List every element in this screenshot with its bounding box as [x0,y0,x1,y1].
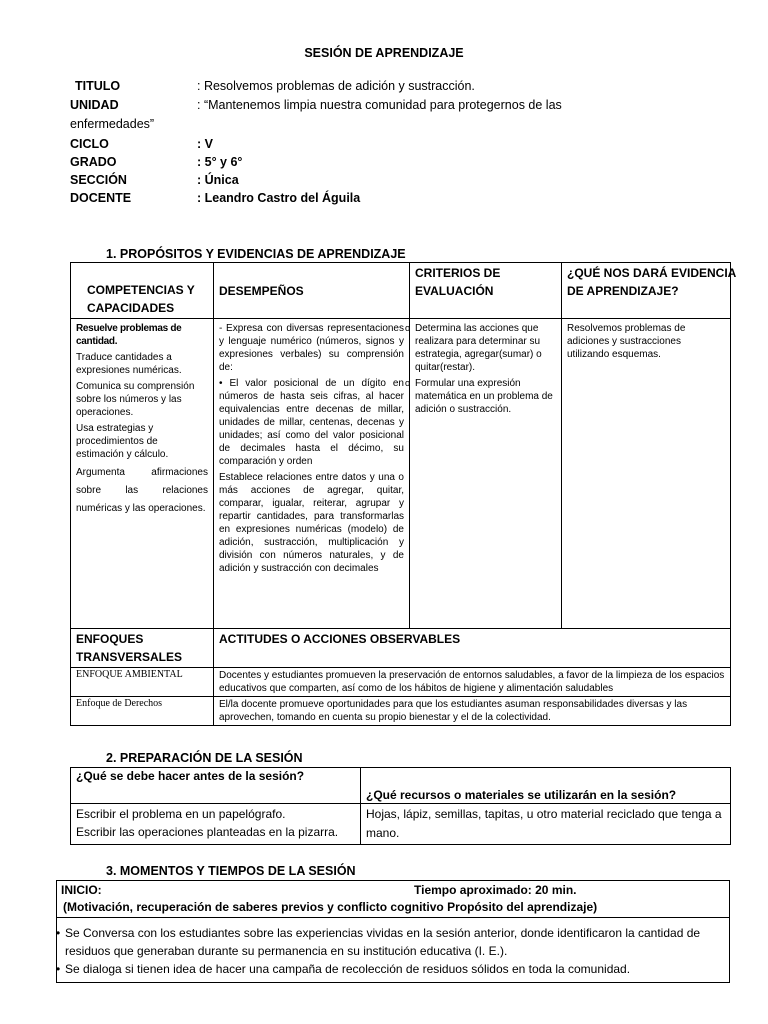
prep-header-before: ¿Qué se debe hacer antes de la sesión? [71,768,361,804]
enfoque-text: El/la docente promueve oportunidades para que los estudiantes asuman responsabilidades diversas y las aprovechen, tomando en cuenta su propio bienestar y el de la colectividad. [214,697,731,726]
inicio-row [61,882,725,899]
info-unidad [70,98,562,112]
info-ciclo [70,137,213,151]
enfoque-text: Docentes y estudiantes promueven la preservación de entornos saludables, a favor de la limpieza de los espacios educativos que comparten, así como de los hábitos de higiene y alimentación saludables [214,668,731,697]
prep-before-item: Escribir las operaciones planteadas en la pizarra. [76,825,339,839]
inicio-bullet [56,924,727,960]
enfoques-header: ENFOQUES TRANSVERSALES [71,629,214,668]
inicio-bullet-text: Se dialoga si tienen idea de hacer una campaña de recolección de residuos sólidos en toda la comunidad. [65,962,631,976]
info-label: CICLO [70,137,109,151]
moments-table [56,880,730,983]
info-label: GRADO [70,155,117,169]
header-evidencia-text: ¿QUÉ NOS DARÁ EVIDENCIA DE APRENDIZAJE? [567,266,736,298]
info-label: UNIDAD [70,98,119,112]
tiempo-label: Tiempo aproximado: 20 min. [414,883,577,897]
inicio-label: INICIO: [61,883,102,897]
header-evidencia [562,263,736,319]
section3-heading: 3. MOMENTOS Y TIEMPOS DE LA SESIÓN [106,864,356,878]
desempeno-item: - Expresa con diversas representaciones y lenguaje numérico (números, signos y expresiones verbales) su comprensión de: [219,323,404,373]
criterios-cell [410,319,562,629]
purposes-table [70,262,736,726]
inicio-header [57,881,730,918]
document-title: SESIÓN DE APRENDIZAJE [304,46,464,60]
competencias-cell [71,319,214,629]
info-value: : 5° y 6° [197,155,243,169]
capacidad-item: Traduce cantidades a expresiones numéricas. [76,352,182,376]
inicio-content [57,918,730,983]
info-label: TITULO [75,79,121,93]
inicio-bullet-text: Se Conversa con los estudiantes sobre las experiencias vividas en la sesión anterior, donde identificaron la cantidad de residuos que generaban durante su permanencia en su institución educativa (I. E.). [65,926,701,958]
prep-before-cell [71,804,361,845]
capacidad-item: Comunica su comprensión sobre los números y las operaciones. [76,381,195,418]
desempeno-item: Establece relaciones entre datos y una o más acciones de agregar, quitar, comparar, igualar, reiterar, agrupar y repartir cantidades, para transformarlas en expresiones numéricas (modelo) de adición, sustracción, multiplicación y división con números naturales, y de adición y sustracción con decimales [219,472,404,574]
desempenos-cell [214,319,410,629]
actitudes-header: ACTITUDES O ACCIONES OBSERVABLES [214,629,731,668]
header-competencias: COMPETENCIAS Y CAPACIDADES [71,263,214,319]
info-value: : Resolvemos problemas de adición y sustracción. [197,79,475,93]
desempeno-item: • El valor posicional de un dígito en números de hasta seis cifras, al hacer equivalencias entre decenas de millar, unidades de millar, centenas, decenas y unidades; así como del valor posicional de decimales hasta el décimo, su comparación y orden [219,378,404,467]
info-value: : V [197,137,213,151]
inicio-bullet [56,960,727,978]
evidencia-cell: Resolvemos problemas de adiciones y sustracciones utilizando esquemas. [562,319,731,629]
capacidad-item: Argumenta afirmaciones sobre las relaciones numéricas y las operaciones. [76,467,208,514]
enfoque-name: Enfoque de Derechos [71,697,214,726]
prep-header-resources: ¿Qué recursos o materiales se utilizarán en la sesión? [361,768,731,804]
header-criterios: CRITERIOS DE EVALUACIÓN [410,263,562,319]
prep-before-item: Escribir el problema en un papelógrafo. [76,807,286,821]
criterio-item: o Determina las acciones que realizara para determinar su estrategia, agregar(sumar) o quitar(restar). [415,322,556,374]
bullet-icon: • [56,926,61,940]
info-unidad-cont [70,117,154,131]
info-titulo [70,79,475,93]
competencia-title: Resuelve problemas de cantidad. [76,323,182,347]
criterio-item: o Formular una expresión matemática en un problema de adición o sustracción. [415,377,556,416]
enfoque-name: ENFOQUE AMBIENTAL [71,668,214,697]
info-value: : “Mantenemos limpia nuestra comunidad para protegernos de las [197,98,562,112]
preparation-table [70,767,731,845]
bullet-icon: • [56,962,61,976]
section1-heading: 1. PROPÓSITOS Y EVIDENCIAS DE APRENDIZAJE [106,247,406,261]
info-grado [70,155,242,169]
info-docente [70,191,360,205]
section2-heading: 2. PREPARACIÓN DE LA SESIÓN [106,751,303,765]
prep-resources-cell: Hojas, lápiz, semillas, tapitas, u otro material reciclado que tenga a mano. [361,804,731,845]
info-label: SECCIÓN [70,173,127,187]
info-value: : Única [197,173,239,187]
info-seccion [70,173,239,187]
capacidad-item: Usa estrategias y procedimientos de estimación y cálculo. [76,423,169,460]
inicio-subtitle: (Motivación, recuperación de saberes previos y conflicto cognitivo Propósito del aprendizaje) [63,900,598,914]
info-value: enfermedades” [70,117,155,131]
info-value: : Leandro Castro del Águila [197,191,361,205]
info-label: DOCENTE [70,191,132,205]
header-desempenos: DESEMPEÑOS [214,263,410,319]
